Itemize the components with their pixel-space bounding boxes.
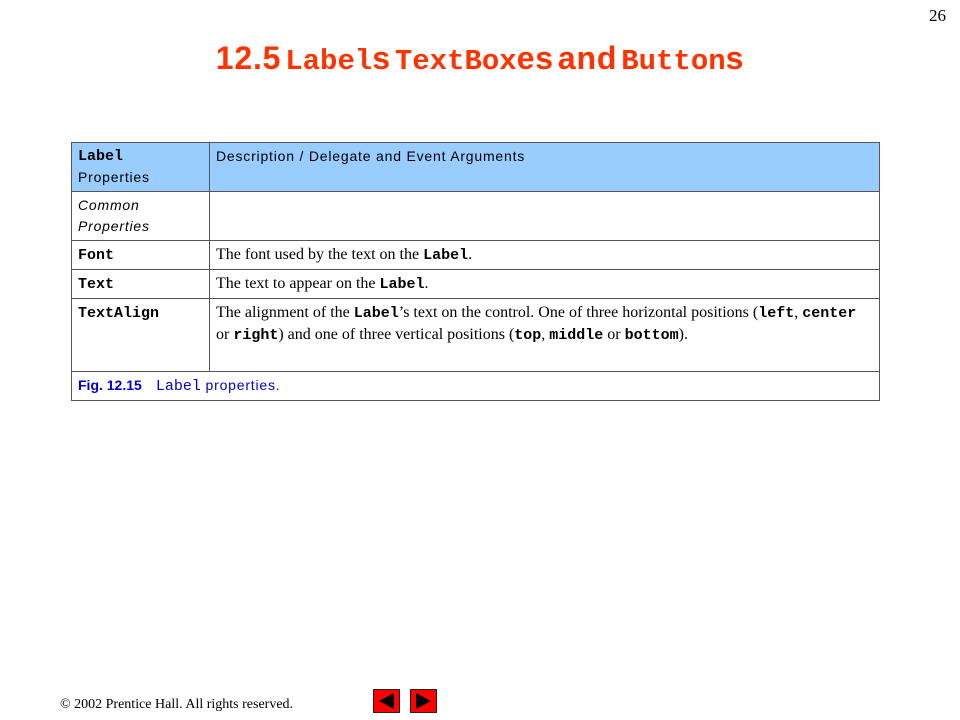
figure-number: Fig. 12.15 bbox=[78, 377, 142, 393]
title-word-textbox: TextBox bbox=[394, 45, 517, 78]
table-row-font bbox=[72, 241, 880, 270]
property-description-cell bbox=[210, 241, 880, 270]
desc-code: Label bbox=[423, 247, 469, 264]
desc-code: bottom bbox=[624, 327, 679, 344]
desc-text: The text to appear on the bbox=[216, 275, 380, 292]
desc-text: ). bbox=[678, 326, 688, 343]
common-properties-empty-cell bbox=[210, 192, 880, 241]
desc-code: left bbox=[758, 305, 795, 322]
slide-title bbox=[0, 40, 960, 78]
header-cell-property bbox=[72, 143, 210, 192]
common-properties-cell bbox=[72, 192, 210, 241]
desc-code: Label bbox=[379, 276, 425, 293]
title-section: 12.5 bbox=[215, 40, 282, 76]
desc-text: ) and one of three vertical positions ( bbox=[278, 326, 515, 343]
title-word-button: Button bbox=[621, 45, 726, 78]
right-arrow-icon bbox=[411, 690, 436, 712]
property-name-cell bbox=[72, 270, 210, 299]
header-properties-text: Properties bbox=[78, 169, 150, 185]
caption-cell bbox=[72, 372, 880, 401]
label-properties-table bbox=[71, 142, 880, 401]
header-cell-description bbox=[210, 143, 880, 192]
desc-text: , bbox=[541, 326, 550, 343]
desc-code: top bbox=[514, 327, 542, 344]
table-row-text bbox=[72, 270, 880, 299]
desc-text: The font used by the text on the bbox=[216, 246, 424, 263]
desc-text: or bbox=[216, 326, 234, 343]
previous-slide-button[interactable] bbox=[373, 689, 400, 713]
desc-text: . bbox=[424, 275, 429, 292]
property-name-cell bbox=[72, 241, 210, 270]
desc-text: , bbox=[794, 304, 803, 321]
header-description-text: Description / Delegate and Event Arguments bbox=[216, 148, 526, 164]
common-line2: Properties bbox=[78, 218, 150, 234]
title-word-label-suffix: s bbox=[372, 40, 391, 76]
desc-code: right bbox=[233, 327, 279, 344]
property-name: Font bbox=[78, 247, 115, 264]
next-slide-button[interactable] bbox=[410, 689, 437, 713]
page-number: 26 bbox=[929, 6, 946, 25]
header-label-code: Label bbox=[78, 148, 124, 165]
figure-code: Label bbox=[155, 378, 201, 395]
desc-code: Label bbox=[353, 305, 399, 322]
copyright-footer: © 2002 Prentice Hall. All rights reserved. bbox=[60, 697, 294, 712]
desc-text: or bbox=[603, 326, 625, 343]
table-header-row bbox=[72, 143, 880, 192]
left-arrow-icon bbox=[374, 690, 399, 712]
table-row-textalign bbox=[72, 299, 880, 372]
desc-text: ’s text on the control. One of three horizontal positions ( bbox=[398, 304, 759, 321]
table-caption-row bbox=[72, 372, 880, 401]
title-word-textbox-suffix: es bbox=[516, 40, 554, 76]
desc-text: The alignment of the bbox=[216, 304, 354, 321]
desc-code: middle bbox=[549, 327, 604, 344]
title-word-button-suffix: s bbox=[725, 40, 745, 76]
figure-caption-text: properties. bbox=[200, 377, 281, 393]
title-word-and: and bbox=[557, 40, 618, 76]
property-name: TextAlign bbox=[78, 305, 160, 322]
property-description-cell bbox=[210, 270, 880, 299]
common-line1: Common bbox=[78, 197, 140, 213]
property-description-cell bbox=[210, 299, 880, 372]
title-word-label: Label bbox=[285, 45, 373, 78]
table-row-common-properties bbox=[72, 192, 880, 241]
desc-text: . bbox=[468, 246, 473, 263]
property-name-cell bbox=[72, 299, 210, 372]
desc-code: center bbox=[802, 305, 857, 322]
property-name: Text bbox=[78, 276, 115, 293]
